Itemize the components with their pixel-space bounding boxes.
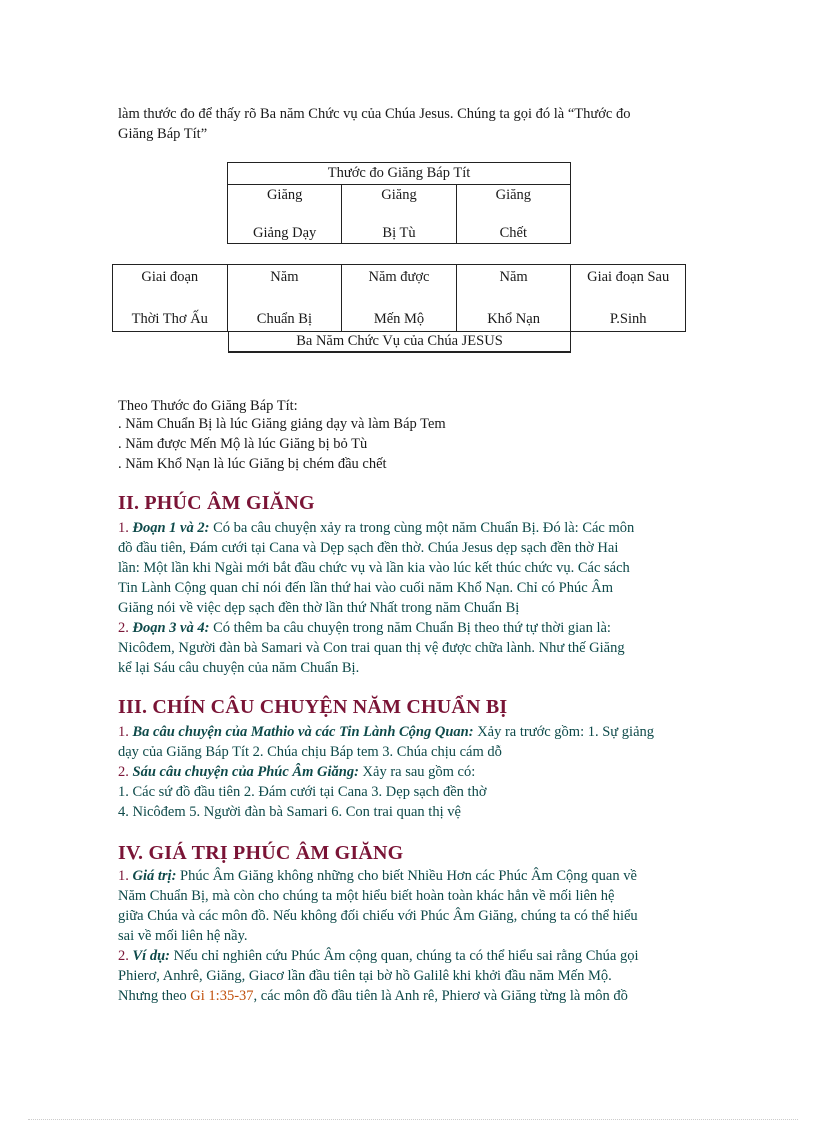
section-4-line: sai về mối liên hệ nầy. — [118, 928, 248, 944]
section-2-heading: II. PHÚC ÂM GIĂNG — [118, 492, 315, 514]
ruler-table-title: Thước đo Giăng Báp Tít — [228, 163, 571, 185]
section-2-line: lần: Một lần khi Ngài mới bắt đầu chức vụ và lần kia vào lúc kết thúc chức vụ. Các sách — [118, 560, 630, 576]
section-4-paragraph-2: 2. Ví dụ: Nếu chỉ nghiên cứu Phúc Âm cộng quan, chúng ta có thể hiểu sai rằng Chúa gọi — [118, 948, 639, 964]
section-4-heading: IV. GIÁ TRỊ PHÚC ÂM GIĂNG — [118, 842, 404, 864]
section-2-line: Tin Lành Cộng quan chỉ nói đến lần thứ hai vào cuối năm Khổ Nạn. Chỉ có Phúc Âm — [118, 580, 614, 596]
period-cell-after-resurrection: Giai đoạn Sau P.Sinh — [571, 265, 686, 332]
section-3-line: 1. Các sứ đồ đầu tiên 2. Đám cưới tại Cana 3. Dẹp sạch đền thờ — [118, 784, 487, 800]
section-4-line: Năm Chuẩn Bị, mà còn cho chúng ta một hiểu biết hoàn toàn khác hẳn về mối liên hệ — [118, 888, 615, 904]
section-3-line: 4. Nicôđem 5. Người đàn bà Samari 6. Con trai quan thị vệ — [118, 804, 461, 820]
page-bottom-border — [28, 1119, 798, 1120]
section-2-paragraph-2: 2. Đoạn 3 và 4: Có thêm ba câu chuyện trong năm Chuẩn Bị theo thứ tự thời gian là: — [118, 620, 611, 636]
ruler-notes-title: Theo Thước đo Giăng Báp Tít: — [118, 398, 298, 414]
intro-line-1: làm thước đo để thấy rõ Ba năm Chức vụ của Chúa Jesus. Chúng ta gọi đó là “Thước đo — [118, 106, 631, 122]
period-cell-childhood: Giai đoạn Thời Thơ Ấu — [113, 265, 228, 332]
intro-line-2: Giăng Báp Tít” — [118, 126, 208, 142]
ruler-cell-prison: Giăng Bị Tù — [342, 185, 456, 244]
section-2-line: đồ đầu tiên, Đám cưới tại Cana và Dẹp sạch đền thờ. Chúa Jesus dẹp sạch đền thờ Hai — [118, 540, 619, 556]
period-table — [112, 264, 686, 332]
ruler-note-1: . Năm Chuẩn Bị là lúc Giăng giảng dạy và làm Báp Tem — [118, 416, 446, 432]
section-2-paragraph-1: 1. Đoạn 1 và 2: Có ba câu chuyện xảy ra trong cùng một năm Chuẩn Bị. Đó là: Các môn — [118, 520, 635, 536]
section-2-line: Nicôđem, Người đàn bà Samari và Con trai quan thị vệ được chữa lành. Như thế Giăng — [118, 640, 625, 656]
section-4-line: Phierơ, Anhrê, Giăng, Giacơ lần đầu tiên tại bờ hồ Galilê khi khởi đầu năm Mến Mộ. — [118, 968, 612, 984]
ruler-cell-teaching: Giăng Giảng Dạy — [228, 185, 342, 244]
section-3-paragraph-1: 1. Ba câu chuyện của Mathio và các Tin Lành Cộng Quan: Xảy ra trước gồm: 1. Sự giảng — [118, 724, 654, 740]
section-3-heading: III. CHÍN CÂU CHUYỆN NĂM CHUẨN BỊ — [118, 696, 508, 718]
period-cell-popularity: Năm được Mến Mộ — [342, 265, 457, 332]
ruler-note-3: . Năm Khổ Nạn là lúc Giăng bị chém đầu chết — [118, 456, 387, 472]
period-cell-preparation: Năm Chuẩn Bị — [227, 265, 342, 332]
section-3-paragraph-2: 2. Sáu câu chuyện của Phúc Âm Giăng: Xảy ra sau gồm có: — [118, 764, 476, 780]
section-2-line: Giăng nói về việc dẹp sạch đền thờ lần thứ Nhất trong năm Chuẩn Bị — [118, 600, 520, 616]
section-4-last-line: Nhưng theo Gi 1:35-37, các môn đồ đầu tiên là Anh rê, Phierơ và Giăng từng là môn đồ — [118, 988, 628, 1004]
ruler-cell-death: Giăng Chết — [456, 185, 570, 244]
scripture-reference-link[interactable]: Gi 1:35-37 — [190, 988, 254, 1004]
ruler-table — [227, 162, 571, 244]
section-3-line: dạy của Giăng Báp Tít 2. Chúa chịu Báp tem 3. Chúa chịu cám dỗ — [118, 744, 502, 760]
section-2-line: kể lại Sáu câu chuyện của năm Chuẩn Bị. — [118, 660, 360, 676]
period-cell-suffering: Năm Khổ Nạn — [456, 265, 571, 332]
section-4-line: giữa Chúa và các môn đồ. Nếu không đối chiếu với Phúc Âm Giăng, chúng ta có thể hiểu — [118, 908, 638, 924]
period-table-footer: Ba Năm Chức Vụ của Chúa JESUS — [228, 331, 571, 353]
ruler-note-2: . Năm được Mến Mộ là lúc Giăng bị bỏ Tù — [118, 436, 368, 452]
section-4-paragraph-1: 1. Giá trị: Phúc Âm Giăng không những cho biết Nhiều Hơn các Phúc Âm Cộng quan về — [118, 868, 637, 884]
